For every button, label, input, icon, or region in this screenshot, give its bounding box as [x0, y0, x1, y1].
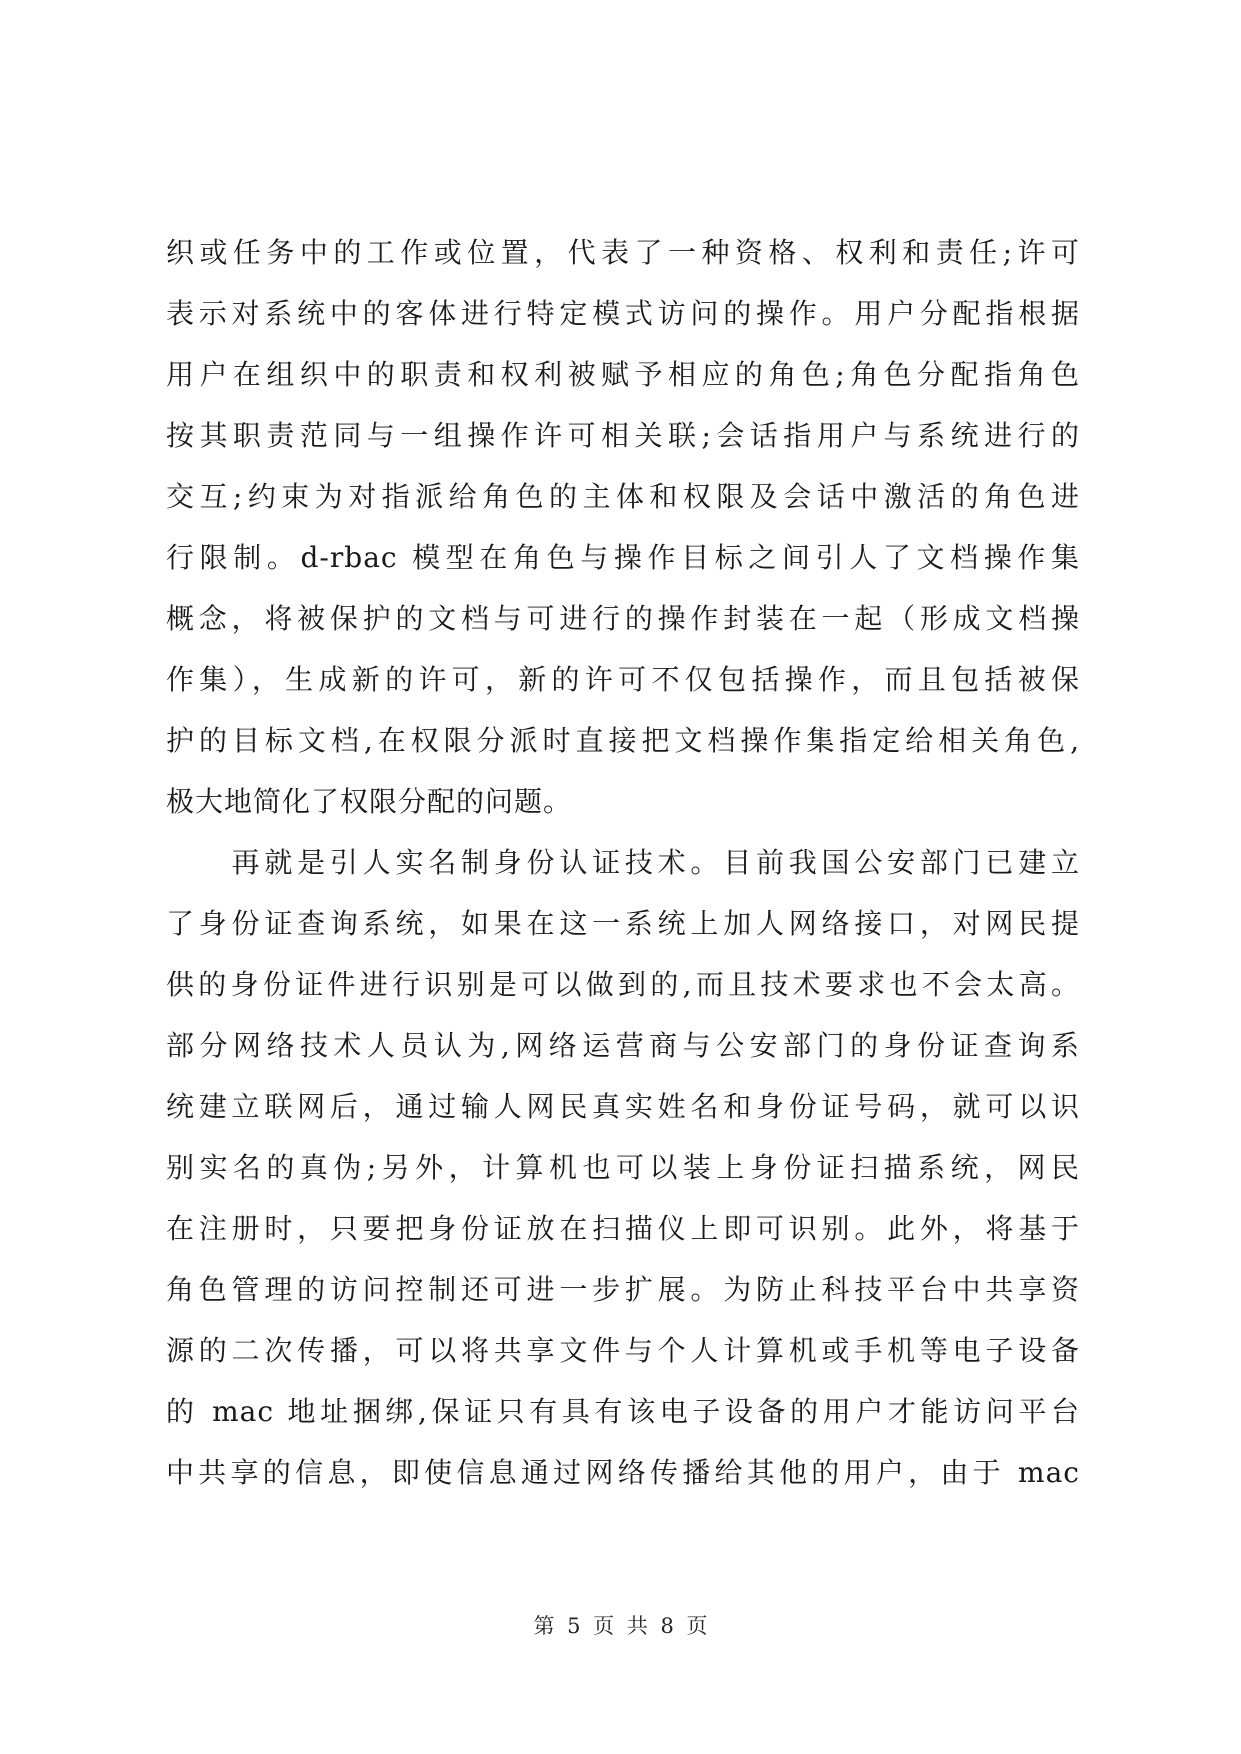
text-line: 供的身份证件进行识别是可以做到的,而且技术要求也不会太高。 — [166, 968, 1080, 1001]
body-text — [166, 222, 1080, 1503]
text-line: 行限制。d-rbac 模型在角色与操作目标之间引人了文档操作集 — [166, 541, 1080, 574]
text-line: 部分网络技术人员认为,网络运营商与公安部门的身份证查询系 — [166, 1029, 1080, 1062]
text-line: 源的二次传播，可以将共享文件与个人计算机或手机等电子设备 — [166, 1334, 1080, 1367]
text-line: 再就是引人实名制身份认证技术。目前我国公安部门已建立 — [166, 846, 1080, 879]
text-line: 作集），生成新的许可，新的许可不仅包括操作，而且包括被保 — [166, 663, 1080, 696]
text-line: 织或任务中的工作或位置，代表了一种资格、权利和责任;许可 — [166, 236, 1080, 269]
text-line: 的 mac 地址捆绑,保证只有具有该电子设备的用户才能访问平台 — [166, 1395, 1080, 1428]
text-line: 表示对系统中的客体进行特定模式访问的操作。用户分配指根据 — [166, 297, 1080, 330]
text-line: 概念，将被保护的文档与可进行的操作封装在一起（形成文档操 — [166, 602, 1080, 635]
text-line: 按其职责范同与一组操作许可相关联;会话指用户与系统进行的 — [166, 419, 1080, 452]
text-line: 交互;约束为对指派给角色的主体和权限及会话中激活的角色进 — [166, 480, 1080, 513]
page-number-footer: 第 5 页 共 8 页 — [533, 1614, 708, 1638]
text-line: 别实名的真伪;另外，计算机也可以装上身份证扫描系统，网民 — [166, 1151, 1080, 1184]
text-line: 用户在组织中的职责和权利被赋予相应的角色;角色分配指角色 — [166, 358, 1080, 391]
text-line: 角色管理的访问控制还可进一步扩展。为防止科技平台中共享资 — [166, 1273, 1080, 1306]
text-line: 护的目标文档,在权限分派时直接把文档操作集指定给相关角色, — [166, 724, 1080, 757]
text-line: 极大地简化了权限分配的问题。 — [166, 785, 573, 818]
paragraph-1 — [166, 222, 1080, 832]
text-line: 统建立联网后，通过输人网民真实姓名和身份证号码，就可以识 — [166, 1090, 1080, 1123]
text-line: 在注册时，只要把身份证放在扫描仪上即可识别。此外，将基于 — [166, 1212, 1080, 1245]
paragraph-2 — [166, 832, 1080, 1503]
text-line: 中共享的信息，即使信息通过网络传播给其他的用户，由于 mac — [166, 1456, 1080, 1489]
text-line: 了身份证查询系统，如果在这一系统上加人网络接口，对网民提 — [166, 907, 1080, 940]
